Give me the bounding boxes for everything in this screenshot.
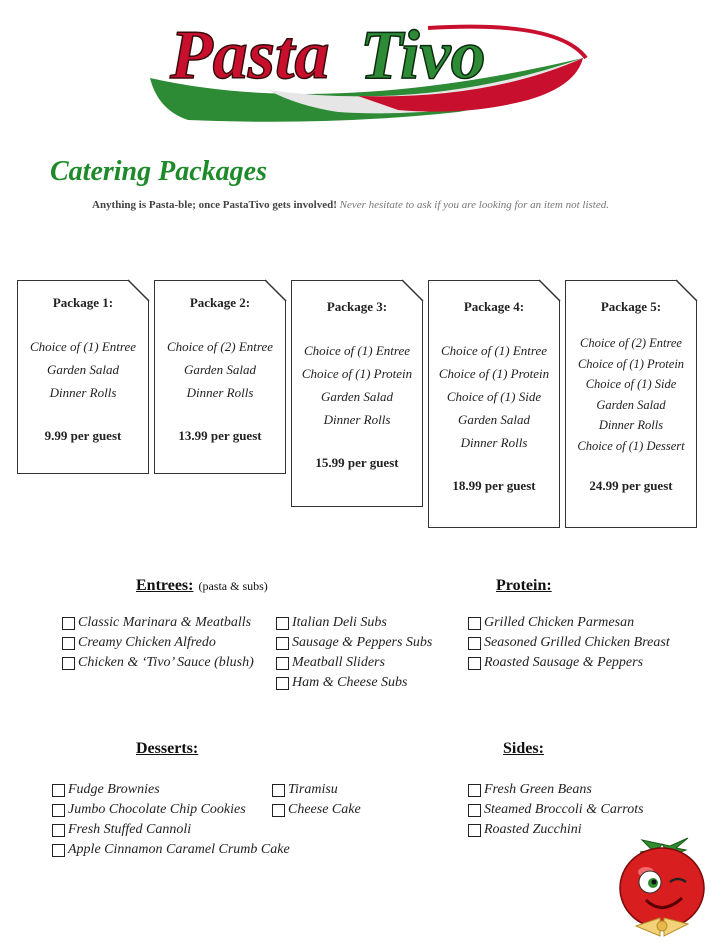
card-fold-corner xyxy=(402,279,424,301)
menu-option[interactable] xyxy=(272,780,361,800)
menu-option[interactable] xyxy=(276,613,432,633)
checkbox[interactable] xyxy=(468,804,481,817)
option-label: Classic Marinara & Meatballs xyxy=(78,615,252,630)
protein-list xyxy=(468,613,670,673)
logo-graphic xyxy=(128,0,600,128)
package-item: Choice of (2) Entree xyxy=(580,336,682,350)
package-item: Garden Salad xyxy=(596,397,666,412)
option-label: Fudge Brownies xyxy=(68,782,160,797)
package-item: Dinner Rolls xyxy=(323,412,391,427)
option-label: Chicken & ‘Tivo’ Sauce (blush) xyxy=(78,655,254,670)
package-item: Garden Salad xyxy=(457,412,531,427)
option-label: Jumbo Chocolate Chip Cookies xyxy=(68,802,246,817)
checkbox[interactable] xyxy=(272,784,285,797)
checkbox[interactable] xyxy=(468,784,481,797)
desserts-heading: Desserts: xyxy=(136,740,199,757)
package-item: Choice of (1) Protein xyxy=(301,366,413,381)
package-name: Package 1: xyxy=(52,295,114,310)
package-card-2 xyxy=(154,280,286,474)
package-items xyxy=(429,339,559,454)
package-price: 9.99 per guest xyxy=(44,428,122,443)
logo-text-pasta: Pasta xyxy=(170,17,330,94)
package-item: Choice of (1) Protein xyxy=(438,366,550,381)
protein-heading: Protein: xyxy=(496,577,552,594)
option-label: Roasted Zucchini xyxy=(484,822,582,837)
option-label: Ham & Cheese Subs xyxy=(292,675,408,690)
package-item: Dinner Rolls xyxy=(460,435,528,450)
menu-option[interactable] xyxy=(62,613,254,633)
option-label: Roasted Sausage & Peppers xyxy=(484,655,644,670)
package-item: Choice of (1) Dessert xyxy=(577,438,685,453)
package-price: 13.99 per guest xyxy=(178,428,262,443)
option-label: Sausage & Peppers Subs xyxy=(292,635,433,650)
checkbox[interactable] xyxy=(52,804,65,817)
checkbox[interactable] xyxy=(468,824,481,837)
package-name: Package 5: xyxy=(600,299,662,314)
card-fold-corner xyxy=(265,279,287,301)
package-name: Package 4: xyxy=(463,299,525,314)
menu-option[interactable] xyxy=(62,633,254,653)
entrees-heading xyxy=(136,577,268,595)
menu-option[interactable] xyxy=(272,800,361,820)
package-name: Package 2: xyxy=(189,295,251,310)
checkbox[interactable] xyxy=(52,824,65,837)
package-items xyxy=(155,335,285,404)
menu-option[interactable] xyxy=(276,653,432,673)
package-card-5 xyxy=(565,280,697,528)
option-label: Creamy Chicken Alfredo xyxy=(78,635,216,650)
option-label: Grilled Chicken Parmesan xyxy=(484,615,635,630)
package-card-1 xyxy=(17,280,149,474)
menu-option[interactable] xyxy=(276,673,432,693)
checkbox[interactable] xyxy=(468,657,481,670)
package-item: Garden Salad xyxy=(46,362,120,377)
option-label: Fresh Stuffed Cannoli xyxy=(68,822,192,837)
checkbox[interactable] xyxy=(62,637,75,650)
package-item: Choice of (1) Entree xyxy=(29,339,136,354)
package-card-4 xyxy=(428,280,560,528)
menu-option[interactable] xyxy=(52,800,290,820)
menu-option[interactable] xyxy=(468,653,670,673)
package-items xyxy=(566,333,696,456)
pastativo-logo xyxy=(128,0,600,128)
option-label: Cheese Cake xyxy=(288,802,361,817)
option-label: Fresh Green Beans xyxy=(484,782,592,797)
package-items xyxy=(292,339,422,431)
package-price: 24.99 per guest xyxy=(589,478,673,493)
checkbox[interactable] xyxy=(276,657,289,670)
package-item: Garden Salad xyxy=(320,389,394,404)
menu-option[interactable] xyxy=(52,780,290,800)
menu-option[interactable] xyxy=(468,613,670,633)
checkbox[interactable] xyxy=(62,617,75,630)
package-item: Dinner Rolls xyxy=(186,385,254,400)
entrees-title: Entrees: xyxy=(136,577,194,594)
package-item: Choice of (2) Entree xyxy=(166,339,273,354)
entrees-subtitle: (pasta & subs) xyxy=(198,579,268,593)
package-item: Choice of (1) Protein xyxy=(577,356,685,371)
menu-option[interactable] xyxy=(52,840,290,860)
option-label: Seasoned Grilled Chicken Breast xyxy=(484,635,670,650)
package-item: Dinner Rolls xyxy=(598,418,664,432)
package-item: Choice of (1) Entree xyxy=(440,343,547,358)
option-label: Apple Cinnamon Caramel Crumb Cake xyxy=(68,842,290,857)
checkbox[interactable] xyxy=(62,657,75,670)
logo-text-tivo: Tivo xyxy=(360,17,486,94)
package-item: Choice of (1) Side xyxy=(446,389,542,404)
checkbox[interactable] xyxy=(272,804,285,817)
option-label: Meatball Sliders xyxy=(292,655,385,670)
intro-tagline: Anything is Pasta-ble; once PastaTivo gets involved! xyxy=(92,199,337,211)
package-items xyxy=(18,335,148,404)
checkbox[interactable] xyxy=(52,784,65,797)
option-label: Steamed Broccoli & Carrots xyxy=(484,802,644,817)
option-label: Tiramisu xyxy=(288,782,338,797)
menu-option[interactable] xyxy=(468,800,644,820)
intro-note: Never hesitate to ask if you are looking for an item not listed. xyxy=(339,199,609,211)
checkbox[interactable] xyxy=(52,844,65,857)
sides-heading: Sides: xyxy=(503,740,544,757)
card-fold-corner xyxy=(676,279,698,301)
option-label: Italian Deli Subs xyxy=(292,615,387,630)
desserts-list-2 xyxy=(272,780,361,820)
checkbox[interactable] xyxy=(276,637,289,650)
package-item: Choice of (1) Entree xyxy=(303,343,410,358)
package-card-3 xyxy=(291,280,423,507)
card-fold-corner xyxy=(128,279,150,301)
page-title: Catering Packages xyxy=(50,156,267,187)
intro-paragraph xyxy=(48,198,668,213)
menu-option[interactable] xyxy=(276,633,432,653)
tomato-mascot-icon xyxy=(612,826,716,944)
checkbox[interactable] xyxy=(468,637,481,650)
desserts-list-1 xyxy=(52,780,290,860)
checkbox[interactable] xyxy=(468,617,481,630)
card-fold-corner xyxy=(539,279,561,301)
entrees-list-1 xyxy=(62,613,254,673)
checkbox[interactable] xyxy=(276,617,289,630)
menu-option[interactable] xyxy=(468,633,670,653)
package-name: Package 3: xyxy=(326,299,388,314)
package-item: Garden Salad xyxy=(183,362,257,377)
package-price: 18.99 per guest xyxy=(452,478,536,493)
menu-option[interactable] xyxy=(52,820,290,840)
package-price: 15.99 per guest xyxy=(315,455,399,470)
package-item: Choice of (1) Side xyxy=(585,377,677,391)
entrees-list-2 xyxy=(276,613,432,693)
menu-option[interactable] xyxy=(468,780,644,800)
package-item: Dinner Rolls xyxy=(49,385,117,400)
checkbox[interactable] xyxy=(276,677,289,690)
menu-option[interactable] xyxy=(62,653,254,673)
